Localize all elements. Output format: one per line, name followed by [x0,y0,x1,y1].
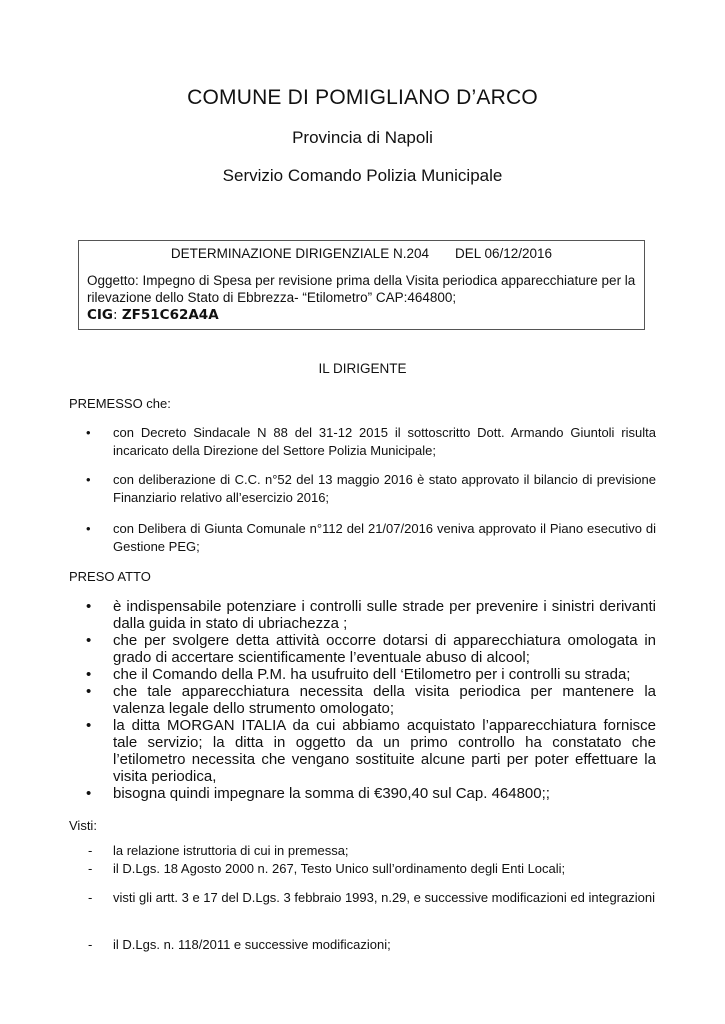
service-subtitle: Servizio Comando Polizia Municipale [222,166,503,185]
dash-icon: - [88,861,93,876]
list-item [86,785,656,802]
premesso-list-3 [86,520,656,556]
dash-icon: - [88,937,93,952]
bullet-icon: • [86,683,92,700]
preso-atto-list [86,598,656,802]
list-item [86,666,656,683]
list-item [86,889,656,907]
bullet-icon: • [86,717,92,734]
cig-label: CIG [87,307,114,323]
list-item-text: è indispensabile potenziare i controlli sulle strade per prevenire i sinistri derivanti dalla guida in stato di ubriachezza ; [113,598,656,632]
visti-label: Visti: [69,818,97,833]
list-item [86,632,656,666]
preso-atto-label: PRESO ATTO [69,569,151,584]
bullet-icon: • [86,425,91,440]
list-item [86,936,656,954]
dash-icon: - [88,890,93,905]
premesso-list-1 [86,424,656,460]
visti-list-3 [86,936,656,954]
determination-line [87,245,636,262]
list-item-text: che il Comando della P.M. ha usufruito dell ‘Etilometro per i controlli su strada; [113,666,631,683]
list-item [86,683,656,717]
determination-number: DETERMINAZIONE DIRIGENZIALE N.204 [170,246,429,261]
list-item [86,842,656,860]
list-item-text: la ditta MORGAN ITALIA da cui abbiamo acquistato l’apparecchiatura fornisce tale servizio; la ditta in oggetto da un primo controllo ha constatato che l’etilometro necessita che vengano sostituite alcune parti per poter effettuare la visita periodica, [113,717,656,785]
bullet-icon: • [86,521,91,536]
cig-separator: : [113,307,122,323]
list-item-text: con deliberazione di C.C. n°52 del 13 maggio 2016 è stato approvato il bilancio di previsione Finanziario relativo all’esercizio 2016; [113,472,656,505]
visti-list-2 [86,889,656,907]
list-item-text: visti gli artt. 3 e 17 del D.Lgs. 3 febbraio 1993, n.29, e successive modificazioni ed integrazioni [113,890,655,905]
list-item [86,860,656,878]
list-item-text: la relazione istruttoria di cui in premessa; [113,843,349,858]
dash-icon: - [88,843,93,858]
determination-date: DEL 06/12/2016 [454,246,553,261]
list-item-text: bisogna quindi impegnare la somma di €390,40 sul Cap. 464800;; [113,785,550,802]
bullet-icon: • [86,666,92,683]
bullet-icon: • [86,632,92,649]
list-item-text: con Delibera di Giunta Comunale n°112 del 21/07/2016 veniva approvato il Piano esecutivo di Gestione PEG; [113,521,656,554]
bullet-icon: • [86,472,91,487]
bullet-icon: • [86,598,92,615]
list-item [86,471,656,507]
province-subtitle: Provincia di Napoli [292,128,433,147]
list-item-text: il D.Lgs. 18 Agosto 2000 n. 267, Testo Unico sull’ordinamento degli Enti Locali; [113,861,566,876]
list-item [86,717,656,785]
premesso-list-2 [86,471,656,507]
municipality-title: COMUNE DI POMIGLIANO D’ARCO [187,86,538,109]
premesso-label: PREMESSO che: [69,396,171,411]
list-item [86,424,656,460]
visti-list-1 [86,842,656,878]
cig-line [87,307,636,324]
list-item-text: con Decreto Sindacale N 88 del 31-12 2015 il sottoscritto Dott. Armando Giuntoli risulta incaricato della Direzione del Settore Polizia Municipale; [113,425,656,458]
section-heading-dirigente: IL DIRIGENTE [318,361,407,376]
subject-text: Oggetto: Impegno di Spesa per revisione prima della Visita periodica apparecchiature per la rilevazione dello Stato di Ebbrezza- “Etilometro” CAP:464800; [87,273,636,305]
list-item-text: il D.Lgs. n. 118/2011 e successive modificazioni; [113,937,391,952]
cig-value: ZF51C62A4A [121,307,219,323]
list-item-text: che per svolgere detta attività occorre dotarsi di apparecchiatura omologata in grado di accertare scientificamente l’eventuale abuso di alcool; [113,632,656,666]
list-item [86,598,656,632]
list-item-text: che tale apparecchiatura necessita della visita periodica per mantenere la valenza legale dello strumento omologato; [113,683,656,717]
bullet-icon: • [86,785,92,802]
determination-box [78,240,645,330]
list-item [86,520,656,556]
